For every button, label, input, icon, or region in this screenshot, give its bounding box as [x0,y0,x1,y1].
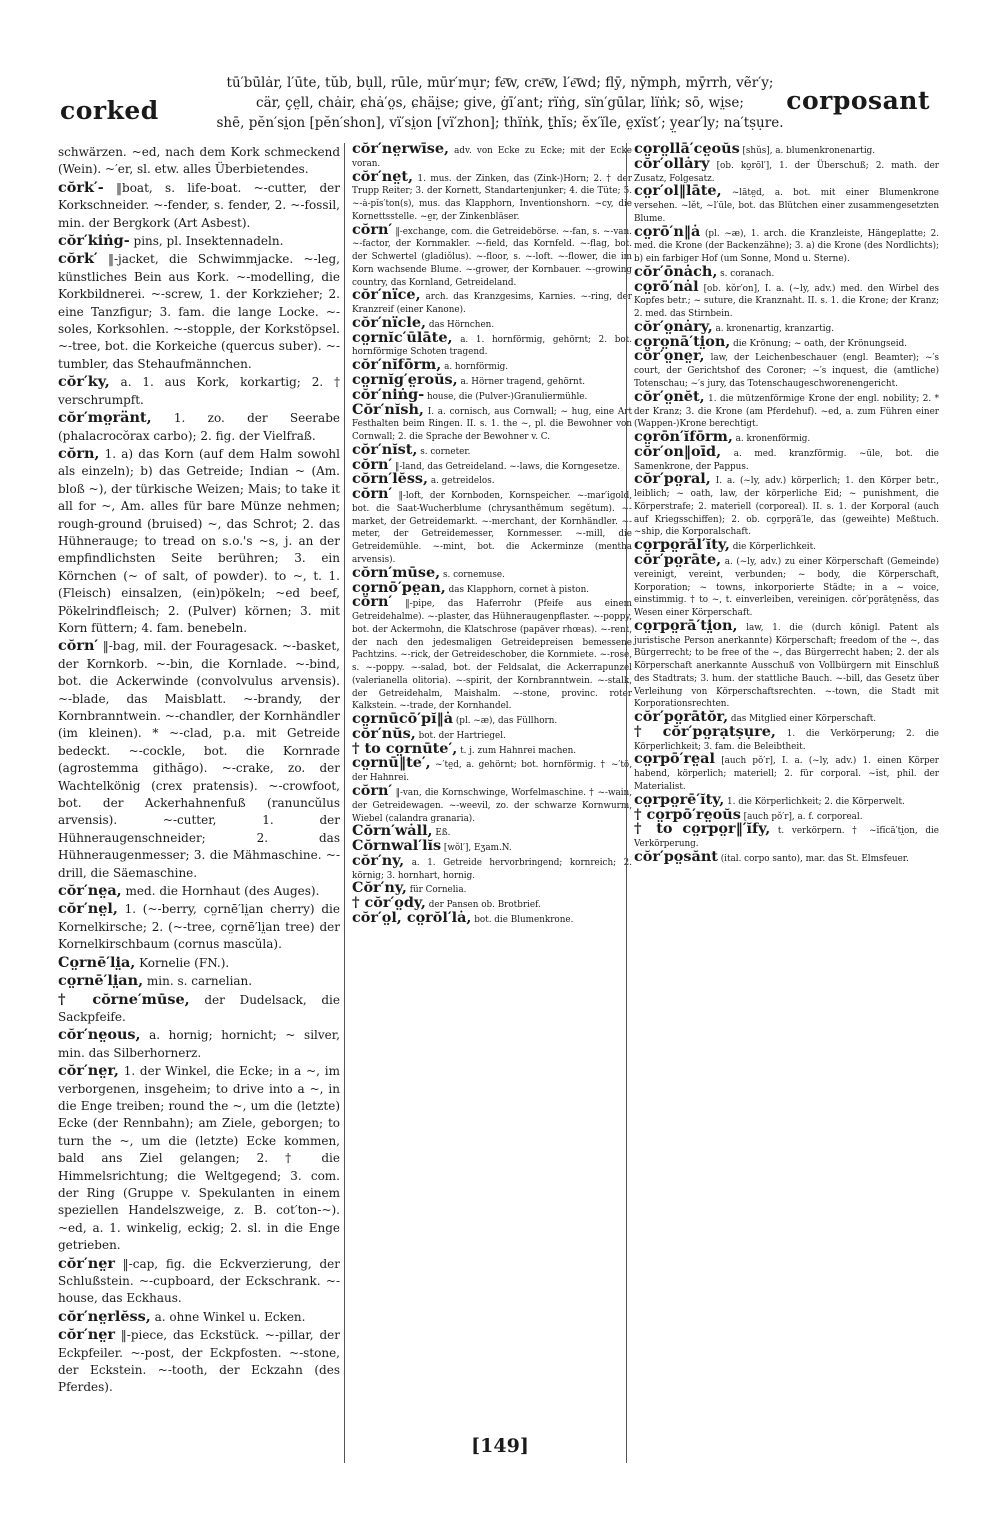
entry-definition: 1. die Verkörperung; 2. die Körperlichkeit; 3. fam. die Beleibtheit. [634,728,940,752]
entry-definition: a. med. kranzförmig. ~ūle, bot. die Samenkrone, der Pappus. [634,448,939,472]
dictionary-entry [58,991,340,1027]
entry-headword: cŏr′mo̤ränt, [58,409,152,427]
dictionary-entry [58,1308,340,1326]
entry-headword: cŏr′o̤l, co̤rŏl′lȧ, [352,908,472,926]
entry-headword: cŏr′o̤ne̤r, [634,347,705,365]
entry-headword: cŏrn′ [352,781,393,799]
entry-headword: co̤rō′n‖ȧ [634,222,701,240]
dictionary-entry [634,387,940,431]
entry-headword: cŏr′o̤nĕt, [634,387,705,405]
entry-definition: a. (~ly, adv.) zu einer Körperschaft (Gemeinde) vereinigt, vereint, verbunden; ~ body, die Körperschaft, Korporation; ~ towns, inkorporierte Städte; in a ~ voice, einstimmig. † to ~, t. einverleiben, vereinigen. cŏr′po̤rāte̤nĕss, das Wesen einer Körperschaft. [634,556,939,619]
pronunciation-key-line: shē, pĕn′si̤on [pĕn′shon], vï′si̤on [vï′zhon]; thïṅk, ṯhĭs; ĕx′ïle, e̤xïst′; y̤ear′ly; na′tṣụre. [216,115,784,131]
column-1 [58,143,340,1397]
entry-headword: co̤rō′nȧl [634,277,699,295]
entry-definition: Eß. [435,828,451,839]
entry-definition: a. hornförmig. [444,362,509,373]
entry-headword: † cŏr′o̤dy, [352,894,426,912]
entry-definition: a. 1. hornförmig, gehörnt; 2. bot. hornförmige Schoten tragend. [352,334,632,358]
entry-headword: cŏr′ōnȧch, [634,262,718,280]
entry-headword: co̤rpo̤răl′ĭty, [634,536,730,554]
entry-headword: cŏrn, [58,444,100,462]
entry-definition: der Dudelsack, die Sackpfeife. [58,992,340,1024]
entry-headword: Co̤rnē′li̤a, [58,953,136,971]
dictionary-entry [58,882,340,900]
entry-headword: cŏr′ne̤ous, [58,1026,141,1044]
dictionary-entry [352,440,632,459]
dictionary-entry [58,1026,340,1062]
entry-definition: t. j. zum Hahnrei machen. [460,745,577,756]
entry-headword: Cŏrn′wȧll, [352,822,433,840]
entry-definition: pins, pl. Insektennadeln. [133,234,284,249]
entry-definition: bot. die Blumenkrone. [474,914,574,925]
entry-definition: a. kronenförmig. [735,434,811,445]
entry-definition: die Körperlichkeit. [732,542,816,553]
dictionary-entry [58,373,340,409]
entry-definition: ‖-van, die Kornschwinge, Worfelmaschine. † ~-wain, der Getreidewagen. ~-weevil, zo. der schwarze Kornwurm, Wiebel (calandra granaria). [352,787,633,824]
entry-headword: co̤rnūcō′pĭ‖ȧ [352,710,454,728]
dictionary-entry [634,182,939,225]
entry-definition: [ob. kŏr′on], I. a. (~ly, adv.) med. den Wirbel des Kopfes betr.; ~ suture, die Kranznaht. II. s. 1. die Krone; der Kranz; 2. med. das Stirnbein. [634,283,939,320]
dictionary-entry [352,286,632,317]
entry-headword: co̤rnē′li̤an, [58,972,144,990]
entry-headword: cŏr′niṅg- [352,385,425,403]
entry-headword: co̤ro̤llā′ce̤oŭs [634,140,740,157]
entry-definition: ‖-land, das Getreideland. ~-laws, die Korngesetze. [395,461,620,472]
entry-headword: cŏr′ne̤a, [58,882,122,900]
dictionary-entry [634,847,939,866]
entry-headword: co̤rnū‖te′, [352,754,431,772]
dictionary-entry [58,409,340,445]
dictionary-entry [634,616,939,711]
entry-headword: cŏr′on‖oīd, [634,442,722,460]
entry-headword: cŏr′po̤ral, [634,470,711,488]
dictionary-entry [58,972,340,990]
entry-headword: Cŏrnwal′lĭs [352,837,442,855]
entry-definition: 1. mus. der Zinken, das (Zink-)Horn; 2. † der Trupp Reiter; 3. der Kornett, Standartenjunker; 4. die Tüte; 5. ~-ȧ-pĭs′ton(s), mus. das Klapphorn, Inventionshorn. ~cy, die Kornettsstelle. ~e̤r, der Zinkenbläser. [352,173,633,222]
dictionary-entry [634,722,940,754]
column-3 [626,140,940,1463]
entry-definition: med. die Hornhaut (des Auges). [125,884,320,899]
running-head-left: corked [60,96,159,125]
entry-definition: 1. (~-berry, co̤rnē′li̤an cherry) die Kornelkirsche; 2. (~-tree, co̤rnē′li̤an tree) der Kornelkirschbaum (cornus mascŭla). [58,902,340,952]
entry-headword: co̤rōn′ĭfōrm, [634,428,733,446]
dictionary-entry [58,232,340,250]
entry-definition: s. coranach. [720,268,775,279]
entry-headword: cŏr′po̤rātŏr, [634,708,729,726]
entry-definition: für Cornelia. [409,885,467,896]
entry-definition: adv. von Ecke zu Ecke; mit der Ecke voran. [352,146,632,169]
entry-definition: (pl. ~æ), das Füllhorn. [455,716,558,727]
dictionary-entry [634,550,939,620]
entry-headword: Cŏr′nĭsh, [352,400,424,418]
entry-definition: a. ohne Winkel u. Ecken. [154,1309,306,1324]
entry-definition: 1. die Körperlichkeit; 2. die Körperwelt. [727,796,905,807]
entry-definition: I. a. (~ly, adv.) körperlich; 1. den Körper betr., leiblich; ~ oath, law, der körperliche Eid; ~ punishment, die Körperstrafe; 2. materiell (corporeal). II. s. 1. der Korporal (auch auf Kriegsschiffen); 2. ob. co̤rpo̤rā′le, das (geweihte) Meßtuch. ~ship, die Korporalschaft. [634,476,940,538]
dictionary-entry [634,347,940,390]
entry-definition: house, die (Pulver-)Granuliermühle. [426,391,588,402]
dictionary-entry [634,154,939,186]
entry-headword: cŏr′nïcle, [352,313,427,331]
entry-headword: co̤ro̤nā′ti̤on, [634,332,731,350]
entry-definition: ~′te̤d, a. gehörnt; bot. hornförmig. † ~′tō, der Hahnrei. [352,760,632,784]
entry-definition: (ital. corpo santo), mar. das St. Elmsfeuer. [720,853,909,864]
entry-headword: cŏrn′ [352,220,393,238]
entry-definition: a. 1. aus Kork, korkartig; 2. † verschrumpft. [58,375,340,407]
entry-headword: cŏr′nĭfōrm, [352,356,442,374]
dictionary-entry [352,470,632,488]
entry-definition: [ob. ko̤rōl′], 1. der Überschuß; 2. math. der Zusatz, Folgesatz. [634,160,939,184]
page-number: [149] [471,1435,529,1457]
entry-definition: 1. a) das Korn (auf dem Halm sowohl als einzeln); b) das Getreide; Indian ~ (Am. bloß ~), der türkische Weizen; Mais; to take it all for ~, Am. alles für bare Münze nehmen; rough-ground (bruised) ~, das Schrot; 2. das Hühnerauge; to tread on s.o.'s ~s, j. an der empfindlichsten Seite berühren; 3. ein Körnchen (~ of salt, of powder). to ~, t. 1. (Fleisch) einsalzen, (ein)pökeln; ~ed beef, Pökelrindfleisch; 2. (Pulver) körnen; 3. mit Korn füttern; 4. fam. benebeln. [58,446,340,635]
entry-headword: co̤rnĭg′e̤roŭs, [352,371,458,389]
entry-definition: a. kronenartig, kranzartig. [715,323,835,334]
entry-headword: cŏr′nĭst, [352,440,418,458]
entry-headword: † cŏrne′mūse, [58,990,190,1008]
dictionary-entry [634,750,939,793]
entry-headword: co̤rnō′pe̤an, [352,578,446,596]
entry-definition: das Mitglied einer Körperschaft. [730,714,877,725]
entry-headword: cŏr′po̤rāte, [634,550,722,568]
entry-headword: cŏrn′lĕss, [352,470,429,488]
entry-headword: cŏr′po̤sănt [634,847,718,865]
entry-definition: ‖boat, s. life-boat. ~-cutter, der Korkschneider. ~-fender, s. fender, 2. ~-fossil, min. der Bergkork (Art Asbest). [58,180,340,230]
column-2 [344,140,633,1463]
entry-definition: I. a. cornisch, aus Cornwall; ~ hug, eine Art Festhalten beim Ringen. II. s. 1. the ~, pl. die Bewohner von Cornwall; 2. die Sprache der Bewohner v. C. [352,406,633,443]
entry-definition: 1. zo. der Seerabe (phalacrocŏrax carbo); 2. fig. der Vielfraß. [58,411,340,443]
entry-definition: ‖-cap, fig. die Eckverzierung, der Schlußstein. ~-cupboard, der Eckschrank. ~-house, das Eckhaus. [58,1256,340,1306]
entry-headword: co̤rpō′re̤al [634,750,715,768]
entry-headword: cŏr′ne̤r [58,1326,115,1344]
entry-definition: a. getreidelos. [430,476,495,487]
entry-headword: co̤r′ol‖lāte, [634,182,722,200]
entry-definition: bot. der Hartriegel. [418,730,506,741]
entry-headword: † cŏr′po̤rạtṣụre, [634,722,776,740]
entry-headword: cŏrn′ [352,455,393,473]
entry-definition: das Hörnchen. [428,319,495,330]
dictionary-entry [352,167,633,224]
dictionary-entry [634,820,940,851]
entry-headword: cŏr′ne̤l, [58,900,118,918]
entry-definition: arch. das Kranzgesims, Karnies. ~-ring, der Kranzreif (einer Kanone). [352,292,632,316]
entry-headword: co̤rpo̤rā′ti̤on, [634,616,738,634]
dictionary-entry [634,442,939,474]
entry-definition: (pl. ~æ), 1. arch. die Kranzleiste, Hängeplatte; 2. med. die Krone (der Backenzähne); 3. a) die Krone (des Nordlichts); b) ein farbiger Hof (um Sonne, Mond u. Sterne). [634,228,940,265]
dictionary-entry [58,179,340,232]
dictionary-entry [352,754,632,785]
entry-definition: [shŭs], a. blumenkronenartig. [742,146,876,156]
entry-headword: cŏr′ne̤r, [58,1062,119,1080]
dictionary-entry [58,1062,340,1254]
entry-headword: cŏrn′ [352,593,393,611]
entry-definition: law, 1. die (durch königl. Patent als juristische Person anerkannte) Körperschaft; freedom of the ~, das Bürgerrecht; to be free of the ~, das Bürgerrecht haben; 2. der als Körperschaft anerkannte Ausschuß von Vollbürgern mit Einschluß des Stadtrats; 3. hum. der stattliche Bauch. ~-bill, das Gesetz über Verleihung von Körperschaftsrechten. ~-town, die Stadt mit Korporationsrechten. [634,622,939,710]
entry-definition: der Pansen ob. Brotbrief. [428,900,541,911]
dictionary-entry [352,400,633,444]
entry-headword: cŏr′kiṅg- [58,232,130,250]
entry-definition: ‖-pipe, das Haferrohr (Pfeife aus einem Getreidehalme). ~-plaster, das Hühneraugenpflaster. ~-poppy, bot. der Ackermohn, die Klatschrose (papăver rhœas). ~-rent, der nach den jedesmaligen Getreidepreisen bemessene Pachtzins. ~-rick, der Getreideschober, die Kornmiete. ~-rose, s. ~-poppy. ~-salad, bot. der Feldsalat, die Ackerrapunzel (valerianella olitoria). ~-spirit, der Kornbranntwein. ~-stalk, der Getreidehalm, Maishalm. ~-stone, provinc. roter Kalkstein. ~-trade, der Kornhandel. [352,599,632,712]
dictionary-entry [634,277,939,321]
entry-definition: ‖-exchange, com. die Getreidebörse. ~-fan, s. ~-van. ~-factor, der Kornmakler. ~-field, das Kornfeld. ~-flag, bot. der Schwertel (gladiŏlus). ~-floor, s. ~-loft. ~-flower, die im Korn wachsende Blume. ~-grower, der Kornbauer. ~-growing country, das Kornland, Getreideland. [352,226,633,288]
entry-headword: † co̤rpō′re̤oŭs [634,805,741,823]
entry-definition: a. Hörner tragend, gehörnt. [460,377,586,388]
entry-headword: cŏrn′mūse, [352,563,441,581]
entry-headword: † to co̤rnūte′, [352,739,458,757]
entry-headword: cŏr′ne̤rlĕss, [58,1307,151,1325]
pronunciation-key-line: tū′bū̇lȧr, l′ūte, tŭb, bụll, rūle, mūr′mụr; fe͞w, cre͞w, l′e͞wd; flȳ, nȳmph, mȳrrh, vẽr′y; [226,75,774,91]
entry-definition: s. corneter. [420,446,471,457]
dictionary-entry [58,954,340,972]
dictionary-entry [58,445,340,637]
entry-headword: cŏrk′- [58,178,104,196]
dictionary-entry [634,470,940,539]
dictionary-entry [352,485,633,567]
entry-headword: cŏr′ne̤r [58,1254,115,1272]
entry-definition: t. verkörpern. † ~ĭfĭcā′ti̤on, die Verkörperung. [634,826,940,850]
dictionary-entry [58,143,340,179]
entry-headword: cŏr′ollȧry [634,154,710,172]
entry-definition: min. s. carnelian. [146,974,253,989]
dictionary-entry [58,1326,340,1397]
dictionary-entry [352,578,632,597]
dictionary-entry [352,328,632,360]
entry-headword: co̤rnĭc′ūlāte, [352,328,453,346]
dictionary-entry [58,900,340,953]
entry-definition: s. cornemuse. [442,569,505,580]
running-head-right: corposant [786,86,930,115]
dictionary-entry [352,220,633,290]
entry-headword: cŏrn′ [58,637,99,655]
entry-definition: [auch pŏ′r], a. f. corporeal. [743,811,863,822]
entry-definition: die Krönung; ~ oath, der Krönungseid. [733,338,908,349]
entry-definition: ‖-loft, der Kornboden, Kornspeicher. ~-mar′igold, bot. die Saat-Wucherblume (chrysanthĕmum segĕtum). ~-market, der Getreidemarkt. ~-merchant, der Kornhändler. ~-meter, der Getreidemesser, Kornmesser. ~-mill, die Getreidemühle. ~-mint, bot. die Ackerminze (mentha arvensis). [352,491,633,565]
entry-headword: † to co̤rpo̤r‖′ĭfy, [634,820,771,838]
entry-definition: das Klapphorn, cornet à piston. [448,584,590,595]
entry-headword: cŏr′ne̤rwīse, [352,140,450,157]
entry-headword: cŏrn′ [352,485,393,503]
dictionary-entry [634,222,940,266]
dictionary-entry [352,593,632,713]
dictionary-entry [352,908,632,927]
dictionary-entry [58,250,340,373]
entry-definition: law, der Leichenbeschauer (engl. Beamter); ~′s court, der Gerichtshof des Coroner; ~′s inquest, die (amtliche) Totenschau; ~′s jury, das Totenschaugeschworenengericht. [634,353,940,390]
dictionary-entry [352,140,632,171]
entry-headword: cŏr′ne̤t, [352,167,414,185]
entry-headword: cŏr′o̤nȧry, [634,317,713,335]
dictionary-entry [352,851,632,883]
dictionary-entry [58,637,340,882]
entry-definition: [auch pŏ′r], I. a. (~ly, adv.) 1. einen Körper habend, körperlich; materiell; 2. für corporal. ~ĭst, phil. der Materialist. [634,756,939,792]
pronunciation-key [195,73,805,133]
entry-definition: a. hornig; hornicht; ~ silver, min. das Silberhornerz. [58,1028,340,1060]
entry-definition: 1. die mützenförmige Krone der engl. nobility; 2. * der Kranz; 3. die Krone (am Pferdehuf). ~ed, a. zum Führen einer (Wappen-)Krone berechtigt. [634,393,940,430]
entry-definition: Kornelie (FN.). [139,955,230,970]
entry-definition: ‖-piece, das Eckstück. ~-pillar, der Eckpfeiler. ~-post, der Eckpfosten. ~-stone, der Eckstein. ~-tooth, der Eckzahn (des Pferdes). [58,1328,340,1395]
dictionary-entry [58,1255,340,1308]
entry-definition: 1. der Winkel, die Ecke; in a ~, im verborgenen, insgeheim; to drive into a ~, in die Enge treiben; round the ~, um die (letzte) Ecke (der Rennbahn); am Ziele, geborgen; to turn the ~, um die (letzte) Ecke kommen, bald ans Ziel gelangen; 2. † die Himmelsrichtung; die Weltgegend; 3. com. der Ring (Gruppe v. Spekulanten in einem speziellen Handelszweige, z. B. cot′ton-~). ~ed, a. 1. winkelig, eckig; 2. sl. in die Enge getrieben. [58,1064,340,1253]
entry-headword: Cŏr′ny, [352,879,407,897]
dictionary-entry [352,781,633,825]
entry-definition: ~lāte̤d, a. bot. mit einer Blumenkrone versehen. ~lĕt, ~l′ūle, bot. das Blütchen einer zusammengesetzten Blume. [634,188,939,224]
pronunciation-key-line: cär, çe̤ll, chȧir, ɕhȧ′o̤s, ɕhäi̤se; gi̇ve, ġī′ant; rïṅg, sïn′gū̇lar, lïṅk; sō, wi̤se; [256,95,744,111]
entry-headword: cŏr′ny, [352,851,405,869]
entry-headword: cŏrk′ [58,250,98,268]
entry-headword: co̤rpo̤rē′ĭty, [634,790,725,808]
entry-definition: ‖-jacket, die Schwimmjacke. ~-leg, künstliches Bein aus Kork. ~-modelling, die Korkbildnerei. ~-screw, 1. der Korkzieher; 2. eine Tanzfigur; 3. fam. die lange Locke. ~-soles, Korksohlen. ~-stopple, der Korkstöpsel. ~-tree, bot. die Korkeiche (quercus suber). ~-tumbler, das Stehaufmännchen. [58,252,340,371]
entry-definition: schwärzen. ~ed, nach dem Kork schmeckend (Wein). ~′er, sl. etw. alles Überbietendes. [58,145,340,177]
entry-headword: cŏr′nŭs, [352,724,416,742]
entry-definition: ‖-bag, mil. der Fouragesack. ~-basket, der Kornkorb. ~-bin, die Kornlade. ~-bind, bot. die Ackerwinde (convolvulus arvensis). ~-blade, das Maisblatt. ~-brandy, der Kornbranntwein. ~-chandler, der Kornhändler (im kleinen). * ~-clad, p.a. mit Getreide bedeckt. ~-cockle, bot. die Kornrade (agrostemma githăgo). ~-crake, zo. der Wachtelkönig (crex pratensis). ~-crowfoot, bot. der Ackerhahnenfuß (ranuncŭlus arvensis). ~-cutter, 1. der Hühneraugenschneider; 2. das Hühneraugenmesser; 3. die Mähmaschine. ~-drill, die Säemaschine. [58,639,340,880]
entry-definition: [wŏl′], Eʒam.N. [443,843,512,854]
entry-headword: cŏr′nïce, [352,286,421,304]
entry-definition: a. 1. Getreide hervorbringend; kornreich; 2. körnig; 3. hornhart, hornig. [352,857,632,881]
entry-headword: cŏr′ky, [58,373,110,391]
